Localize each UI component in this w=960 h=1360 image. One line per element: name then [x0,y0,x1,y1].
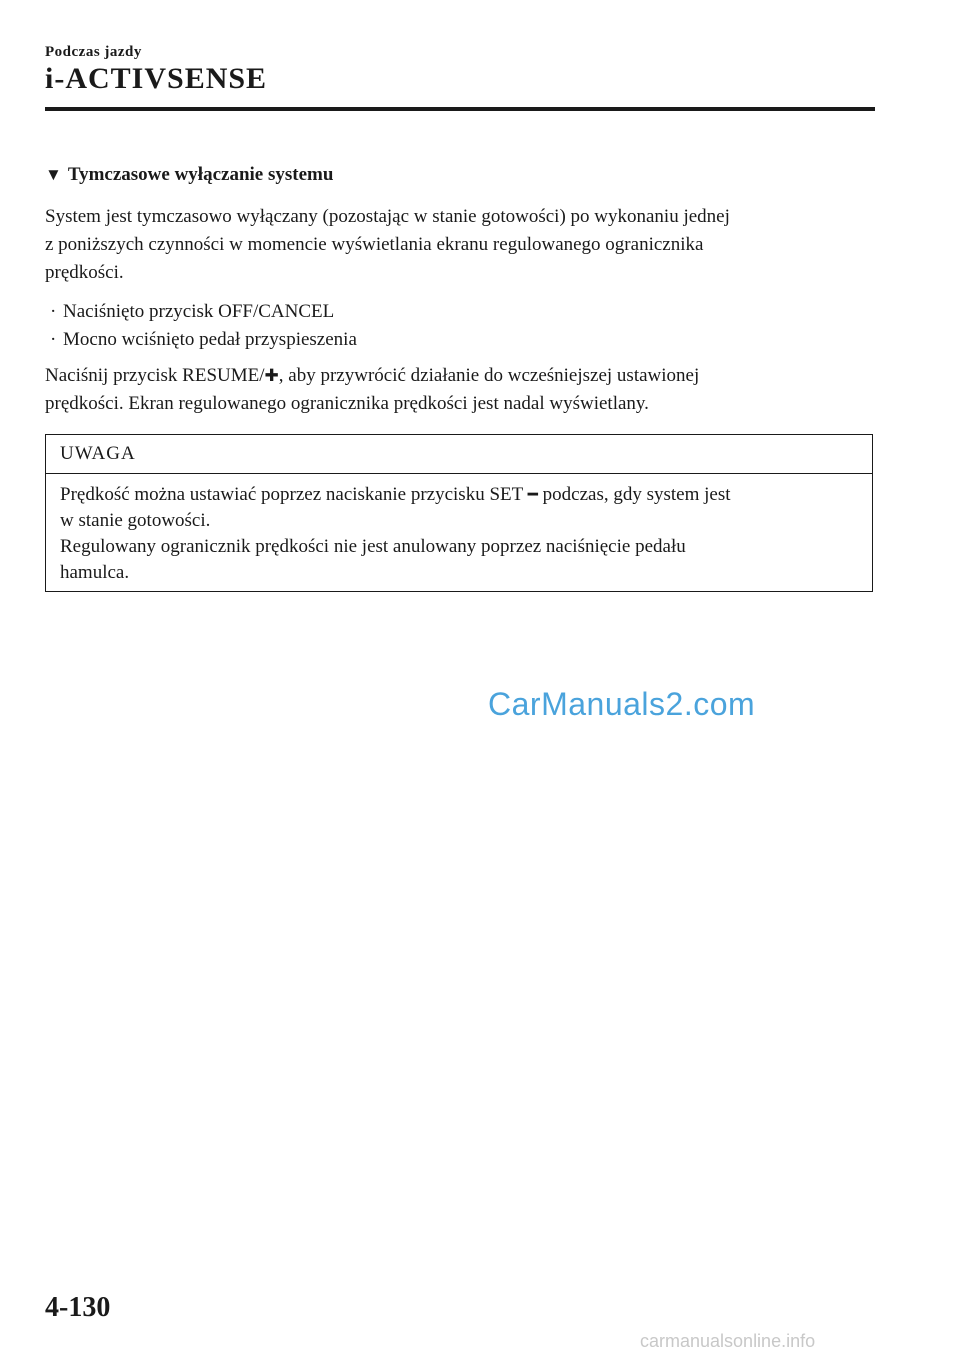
list-item [50,326,357,354]
paragraph-line [45,362,875,390]
list-item [50,298,357,326]
note-body [46,474,872,586]
note-line [60,482,858,508]
list-item-text: Naciśnięto przycisk OFF/CANCEL [63,301,335,322]
plus-icon: ✚ [264,366,279,386]
note-line: w stanie gotowości. [60,510,211,531]
section-title: i-ACTIVSENSE [45,62,268,95]
bullet-icon: · [50,329,57,350]
footer-watermark: carmanualsonline.info [640,1331,816,1351]
subheading-text: Tymczasowe wyłączanie systemu [67,164,334,185]
note-box [45,434,873,592]
chapter-title: Podczas jazdy [45,44,142,60]
note-line: hamulca. [60,562,130,583]
note-text: podczas, gdy system jest [537,484,731,505]
watermark: CarManuals2.com [488,686,756,722]
minus-icon: ━ [527,485,538,505]
subheading [45,164,333,186]
list-item-text: Mocno wciśnięto pedał przyspieszenia [63,329,357,350]
paragraph-line: System jest tymczasowo wyłączany (pozostając w stanie gotowości) po wykonaniu jednej [45,206,730,227]
paragraph-line: prędkości. [45,262,124,283]
page-number: 4-130 [45,1292,111,1323]
bullet-icon: · [50,301,57,322]
paragraph-line: prędkości. Ekran regulowanego ogranicznika prędkości jest nadal wyświetlany. [45,393,649,414]
triangle-down-icon: ▼ [45,165,62,184]
paragraph-resume [45,362,875,418]
paragraph-text: , aby przywrócić działanie do wcześniejszej ustawionej [278,365,700,386]
bullet-list [50,298,357,354]
paragraph-line: z poniższych czynności w momencie wyświetlania ekranu regulowanego ogranicznika [45,234,704,255]
note-heading: UWAGA [46,435,872,474]
title-divider [45,107,875,111]
note-text: Prędkość można ustawiać poprzez naciskanie przycisku SET [60,484,528,505]
paragraph-text: Naciśnij przycisk RESUME/ [45,365,265,386]
paragraph-intro [45,203,875,287]
note-line: Regulowany ogranicznik prędkości nie jest anulowany poprzez naciśnięcie pedału [60,536,686,557]
